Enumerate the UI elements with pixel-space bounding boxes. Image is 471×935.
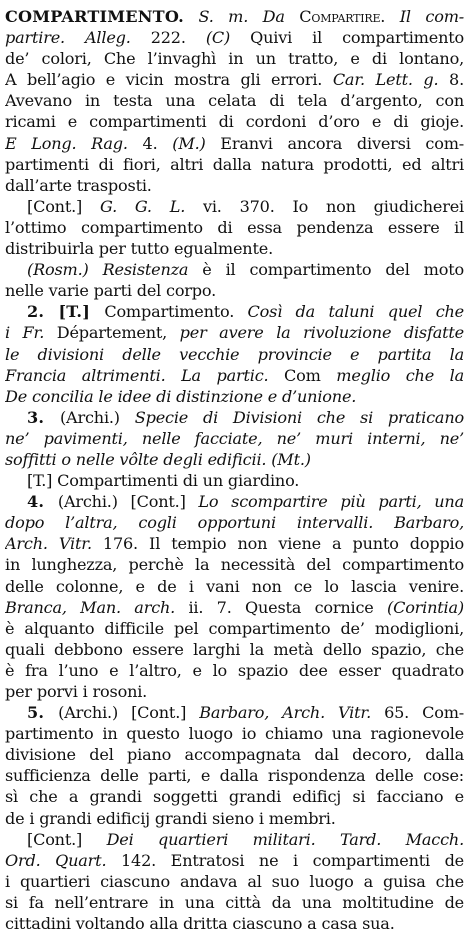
text-segment: Quivi il compartimento bbox=[230, 28, 464, 48]
text-segment: cittadini voltando alla dritta ciascuno a casa sua. bbox=[5, 914, 395, 934]
text-segment: partire. Alleg. bbox=[5, 28, 131, 48]
text-segment: [T.] Compartimenti di un giardino. bbox=[27, 471, 300, 491]
text-segment: 8. bbox=[438, 70, 464, 90]
text-line bbox=[5, 491, 464, 512]
text-segment: G. G. L. bbox=[99, 196, 186, 216]
text-segment: de’ colori, Che l’invaghì in un tratto, e di lontano, bbox=[5, 49, 464, 69]
text-segment: Com bbox=[268, 365, 337, 385]
text-segment: (M.) bbox=[172, 133, 206, 153]
text-segment: distribuirla per tutto egualmente. bbox=[5, 239, 273, 259]
text-segment: i Fr. bbox=[5, 323, 57, 343]
text-line bbox=[5, 386, 464, 407]
text-line bbox=[5, 618, 464, 639]
text-segment: è alquanto difficile pel compartimento de’ modiglioni, bbox=[5, 618, 464, 638]
text-line bbox=[5, 681, 464, 702]
text-segment: (Corintia) bbox=[387, 597, 464, 617]
text-line bbox=[5, 660, 464, 681]
text-segment: A bell’agio e vicin mostra gli errori. bbox=[5, 70, 333, 90]
text-segment: (Rosm.) Resistenza bbox=[27, 260, 189, 280]
text-segment: dall’arte trasposti. bbox=[5, 175, 152, 195]
text-segment: E Long. Rag. bbox=[5, 133, 128, 153]
text-segment: [Cont.] bbox=[27, 829, 107, 849]
text-segment: (Archi.) bbox=[59, 407, 135, 427]
text-segment: nelle varie parti del corpo. bbox=[5, 281, 217, 301]
text-segment: 2. [T.] bbox=[27, 302, 105, 322]
text-line bbox=[5, 723, 464, 744]
text-line bbox=[5, 850, 464, 871]
text-segment: Il com- bbox=[385, 7, 464, 26]
text-segment: Avevano in testa una celata di tela d’argento, con bbox=[5, 91, 464, 111]
text-segment: 4. bbox=[27, 492, 58, 512]
text-line bbox=[5, 765, 464, 786]
text-segment: Eranvi ancora diversi com- bbox=[205, 133, 464, 153]
text-line bbox=[5, 892, 464, 913]
text-line bbox=[5, 133, 464, 154]
text-line bbox=[5, 217, 464, 238]
text-segment: Compartire. bbox=[299, 7, 386, 26]
text-segment: Lo scompartire più parti, una bbox=[198, 492, 464, 512]
text-line bbox=[5, 175, 464, 196]
text-segment: si fa nell’entrare in una città da una moltitudine de bbox=[5, 892, 464, 912]
text-line bbox=[5, 808, 464, 829]
text-segment: Car. Lett. g. bbox=[332, 70, 439, 90]
text-line bbox=[5, 6, 464, 27]
text-segment: l’ottimo compartimento di essa pendenza essere il bbox=[5, 217, 464, 237]
text-segment: partimenti di fiori, altri dalla natura prodotti, ed altri bbox=[5, 154, 464, 174]
text-line bbox=[5, 597, 464, 618]
text-line bbox=[5, 154, 464, 175]
text-line bbox=[5, 27, 464, 48]
text-segment: Così da taluni quel che bbox=[247, 302, 464, 322]
text-segment: soffitti o nelle vôlte degli edificii. (Mt.) bbox=[5, 449, 311, 469]
text-line bbox=[5, 90, 464, 111]
text-segment: Barbaro, Arch. Vitr. bbox=[199, 703, 372, 723]
text-line bbox=[5, 470, 464, 491]
text-line bbox=[5, 344, 464, 365]
text-segment: 3. bbox=[27, 407, 60, 427]
text-segment: De concilia le idee di distinzione e d’unione. bbox=[5, 386, 357, 406]
text-line bbox=[5, 554, 464, 575]
text-line bbox=[5, 301, 464, 322]
text-segment: meglio che la bbox=[336, 365, 464, 385]
text-segment: Ord. Quart. bbox=[5, 850, 107, 870]
text-segment: (Archi.) [Cont.] bbox=[58, 703, 200, 723]
text-line bbox=[5, 512, 464, 533]
text-segment: 4. bbox=[127, 133, 173, 153]
text-line bbox=[5, 259, 464, 280]
text-segment: (Archi.) [Cont.] bbox=[57, 492, 199, 512]
text-segment: Specie di Divisioni che si praticano bbox=[134, 407, 464, 427]
text-segment: de i grandi edificij grandi sieno i membri. bbox=[5, 808, 336, 828]
text-line bbox=[5, 407, 464, 428]
text-segment: 5. bbox=[27, 703, 59, 723]
text-segment: Département, bbox=[56, 323, 180, 343]
text-segment: COMPARTIMENTO. bbox=[5, 7, 184, 26]
text-segment: Francia altrimenti. La partic. bbox=[5, 365, 269, 385]
text-line bbox=[5, 322, 464, 343]
text-segment: sufficienza delle parti, e dalla rispondenza delle cose: bbox=[5, 766, 464, 786]
text-segment: 65. Com- bbox=[371, 703, 464, 723]
text-line bbox=[5, 196, 464, 217]
text-line bbox=[5, 280, 464, 301]
text-segment: i quartieri ciascuno andava al suo luogo a guisa che bbox=[5, 871, 464, 891]
text-segment: ne’ pavimenti, nelle facciate, ne’ muri interni, ne’ bbox=[5, 428, 464, 448]
text-segment: sì che a grandi soggetti grandi edificj si facciano e bbox=[5, 787, 464, 807]
text-line bbox=[5, 744, 464, 765]
text-segment: [Cont.] bbox=[27, 196, 100, 216]
text-segment: partimento in questo luogo io chiamo una ragionevole bbox=[5, 724, 464, 744]
text-line bbox=[5, 533, 464, 554]
text-segment: in lunghezza, perchè la necessità del compartimento bbox=[5, 555, 464, 575]
text-segment: quali debbono essere larghi la metà dello spazio, che bbox=[5, 639, 464, 659]
text-segment: 142. Entratosi ne i compartimenti de bbox=[106, 850, 464, 870]
text-segment: è fra l’uno e l’altro, e lo spazio dee esser quadrato bbox=[5, 660, 464, 680]
text-segment: dopo l’altra, cogli opportuni intervalli. Barbaro, bbox=[5, 513, 464, 533]
entry-text-column bbox=[5, 6, 464, 934]
text-segment: Compartimento. bbox=[104, 302, 248, 322]
text-line bbox=[5, 238, 464, 259]
text-line bbox=[5, 913, 464, 934]
text-segment: ricami e compartimenti di cordoni d’oro e di gioje. bbox=[5, 112, 464, 132]
text-line bbox=[5, 639, 464, 660]
text-segment: per porvi i rosoni. bbox=[5, 682, 148, 701]
text-segment: 222. bbox=[130, 28, 206, 48]
text-line bbox=[5, 428, 464, 449]
text-line bbox=[5, 365, 464, 386]
text-segment: S. m. Da bbox=[183, 7, 300, 26]
text-line bbox=[5, 786, 464, 807]
text-line bbox=[5, 449, 464, 470]
text-segment: è il compartimento del moto bbox=[188, 260, 464, 280]
text-segment: (C) bbox=[205, 28, 231, 48]
text-segment: ii. 7. Questa cornice bbox=[175, 597, 387, 617]
text-line bbox=[5, 829, 464, 850]
text-segment: per avere la rivoluzione disfatte bbox=[179, 323, 464, 343]
text-segment: divisione del piano accompagnata dal decoro, dalla bbox=[5, 745, 464, 765]
text-segment: Dei quartieri militari. Tard. Macch. bbox=[106, 829, 464, 849]
text-line bbox=[5, 871, 464, 892]
text-line bbox=[5, 576, 464, 597]
text-segment: vi. 370. Io non giudicherei bbox=[185, 196, 464, 216]
text-line bbox=[5, 111, 464, 132]
text-segment: delle colonne, e de i vani non ce lo lascia venire. bbox=[5, 576, 464, 596]
text-line bbox=[5, 69, 464, 90]
text-segment: 176. Il tempio non viene a punto doppio bbox=[91, 534, 464, 554]
text-line bbox=[5, 48, 464, 69]
text-line bbox=[5, 702, 464, 723]
text-segment: Branca, Man. arch. bbox=[5, 597, 176, 617]
text-segment: le divisioni delle vecchie provincie e partita la bbox=[5, 344, 464, 364]
text-segment: Arch. Vitr. bbox=[5, 534, 92, 554]
